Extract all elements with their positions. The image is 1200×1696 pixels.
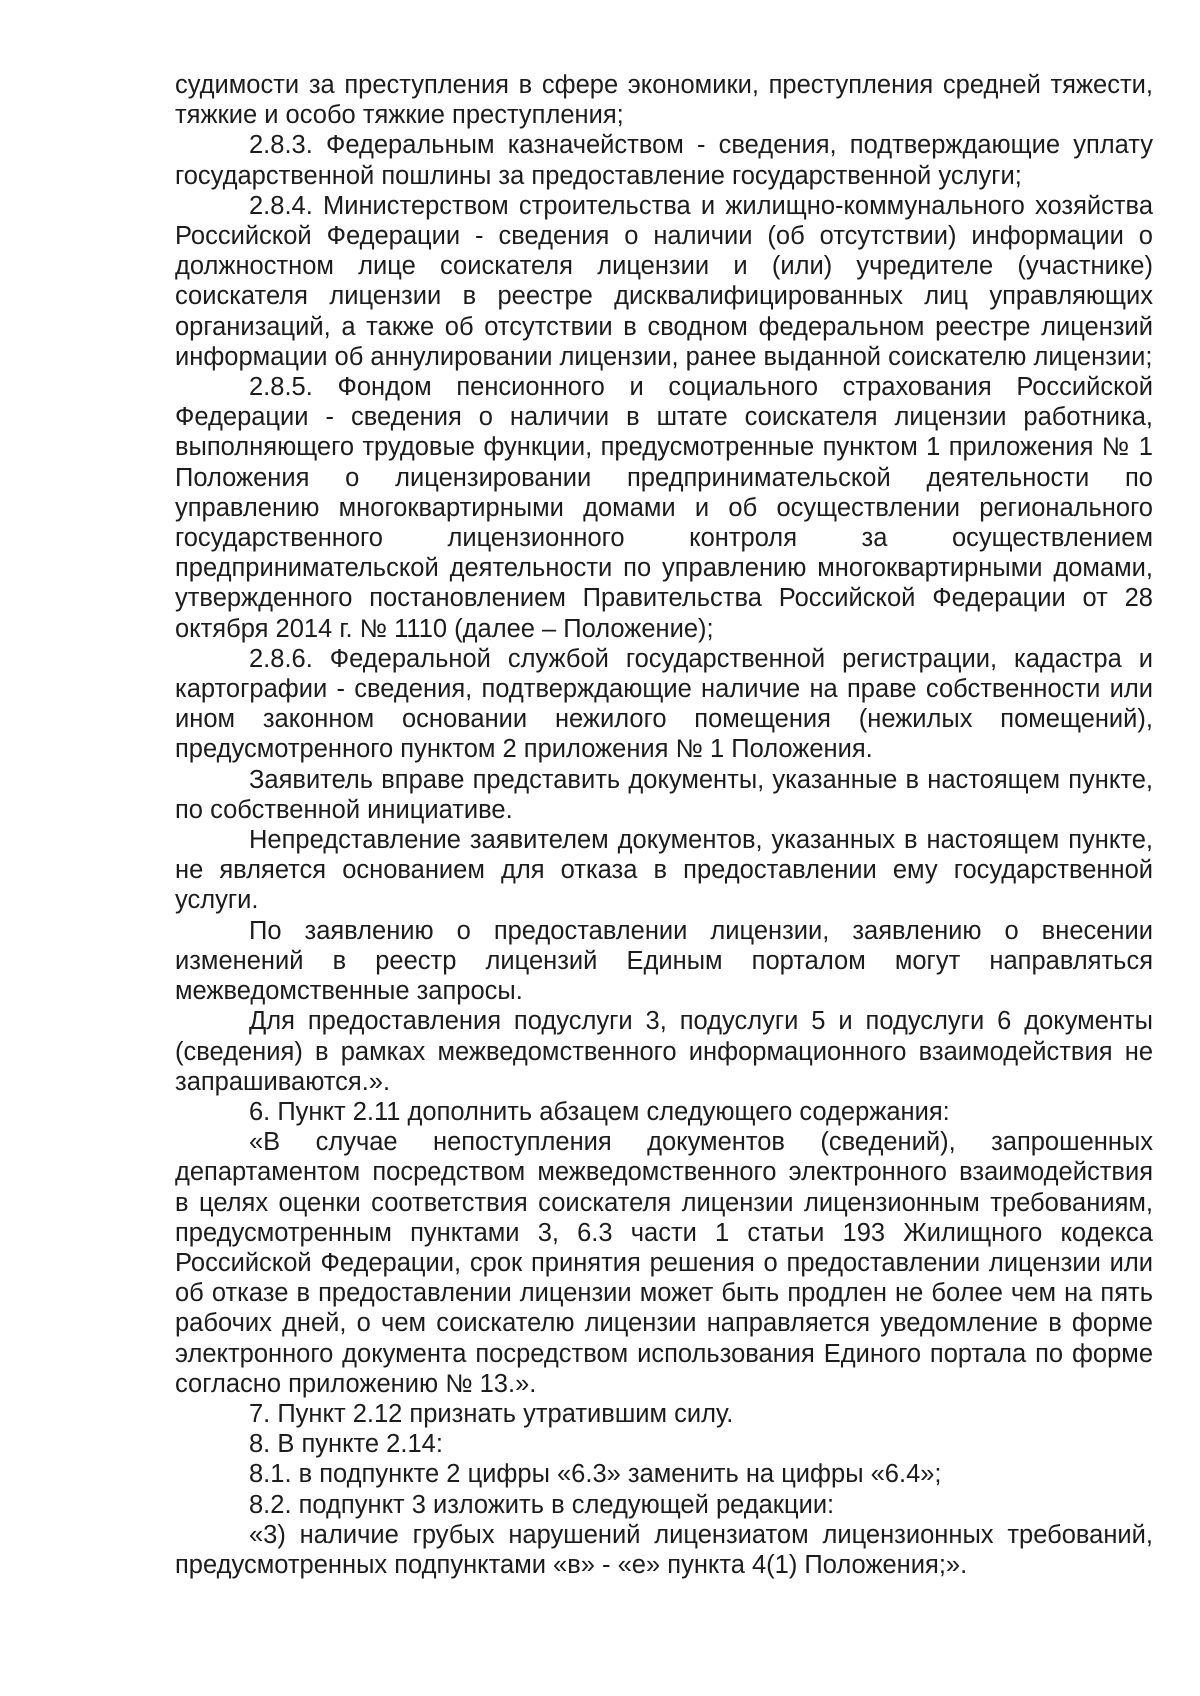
paragraph-interagency-requests: По заявлению о предоставлении лицензии, заявлению о внесении изменений в реестр лицензий Единым порталом могут направляться межведомственные запросы. [175,916,1153,1006]
document-page [175,70,1153,1580]
paragraph-applicant-right: Заявитель вправе представить документы, указанные в настоящем пункте, по собственной инициативе. [175,765,1153,824]
paragraph-non-submission: Непредставление заявителем документов, указанных в настоящем пункте, не является основанием для отказа в предоставлении ему государственной услуги. [175,826,1153,915]
paragraph-continuation: судимости за преступления в сфере экономики, преступления средней тяжести, тяжкие и особо тяжкие преступления; [175,71,1153,130]
paragraph-item-8-2-quote: «3) наличие грубых нарушений лицензиатом лицензионных требований, предусмотренных подпунктами «в» - «е» пункта 4(1) Положения;». [175,1520,1153,1579]
paragraph-item-7: 7. Пункт 2.12 признать утратившим силу. [249,1399,734,1428]
paragraph-2-8-6: 2.8.6. Федеральной службой государственной регистрации, кадастра и картографии - сведения, подтверждающие наличие на праве собственности или ином законном основании нежилого помещения (нежилых помещений), предусмотренного пунктом 2 приложения № 1 Положения. [175,644,1153,764]
paragraph-item-6-quote: «В случае непоступления документов (сведений), запрошенных департаментом посредством межведомственного электронного взаимодействия в целях оценки соответствия соискателя лицензии лицензионным требованиям, предусмотренным пунктами 3, 6.3 части 1 статьи 193 Жилищного кодекса Российской Федерации, срок принятия решения о предоставлении лицензии или об отказе в предоставлении лицензии может быть продлен не более чем на пять рабочих дней, о чем соискателю лицензии направляется уведомление в форме электронного документа посредством использования Единого портала по форме согласно приложению № 13.». [175,1128,1153,1398]
paragraph-2-8-4: 2.8.4. Министерством строительства и жилищно-коммунального хозяйства Российской Федерации - сведения о наличии (об отсутствии) информации о должностном лице соискателя лицензии и (или) учредителе (участнике) соискателя лицензии в реестре дисквалифицированных лиц управляющих организаций, а также об отсутствии в сводном федеральном реестре лицензий информации об аннулировании лицензии, ранее выданной соискателю лицензии; [175,191,1153,371]
paragraph-2-8-5: 2.8.5. Фондом пенсионного и социального страхования Российской Федерации - сведения о наличии в штате соискателя лицензии работника, выполняющего трудовые функции, предусмотренные пунктом 1 приложения № 1 Положения о лицензировании предпринимательской деятельности по управлению многоквартирными домами и об осуществлении регионального государственного лицензионного контроля за осуществлением предпринимательской деятельности по управлению многоквартирными домами, утвержденного постановлением Правительства Российской Федерации от 28 октября 2014 г. № 1110 (далее – Положение); [175,373,1153,643]
paragraph-item-8-1: 8.1. в подпункте 2 цифры «6.3» заменить на цифры «6.4»; [249,1460,942,1489]
paragraph-item-6: 6. Пункт 2.11 дополнить абзацем следующего содержания: [249,1097,950,1126]
paragraph-item-8: 8. В пункте 2.14: [249,1430,443,1459]
paragraph-2-8-3: 2.8.3. Федеральным казначейством - сведения, подтверждающие уплату государственной пошлины за предоставление государственной услуги; [175,131,1153,190]
paragraph-item-8-2: 8.2. подпункт 3 изложить в следующей редакции: [249,1490,835,1519]
paragraph-subservices: Для предоставления подуслуги 3, подуслуги 5 и подуслуги 6 документы (сведения) в рамках межведомственного информационного взаимодействия не запрашиваются.». [175,1007,1153,1096]
